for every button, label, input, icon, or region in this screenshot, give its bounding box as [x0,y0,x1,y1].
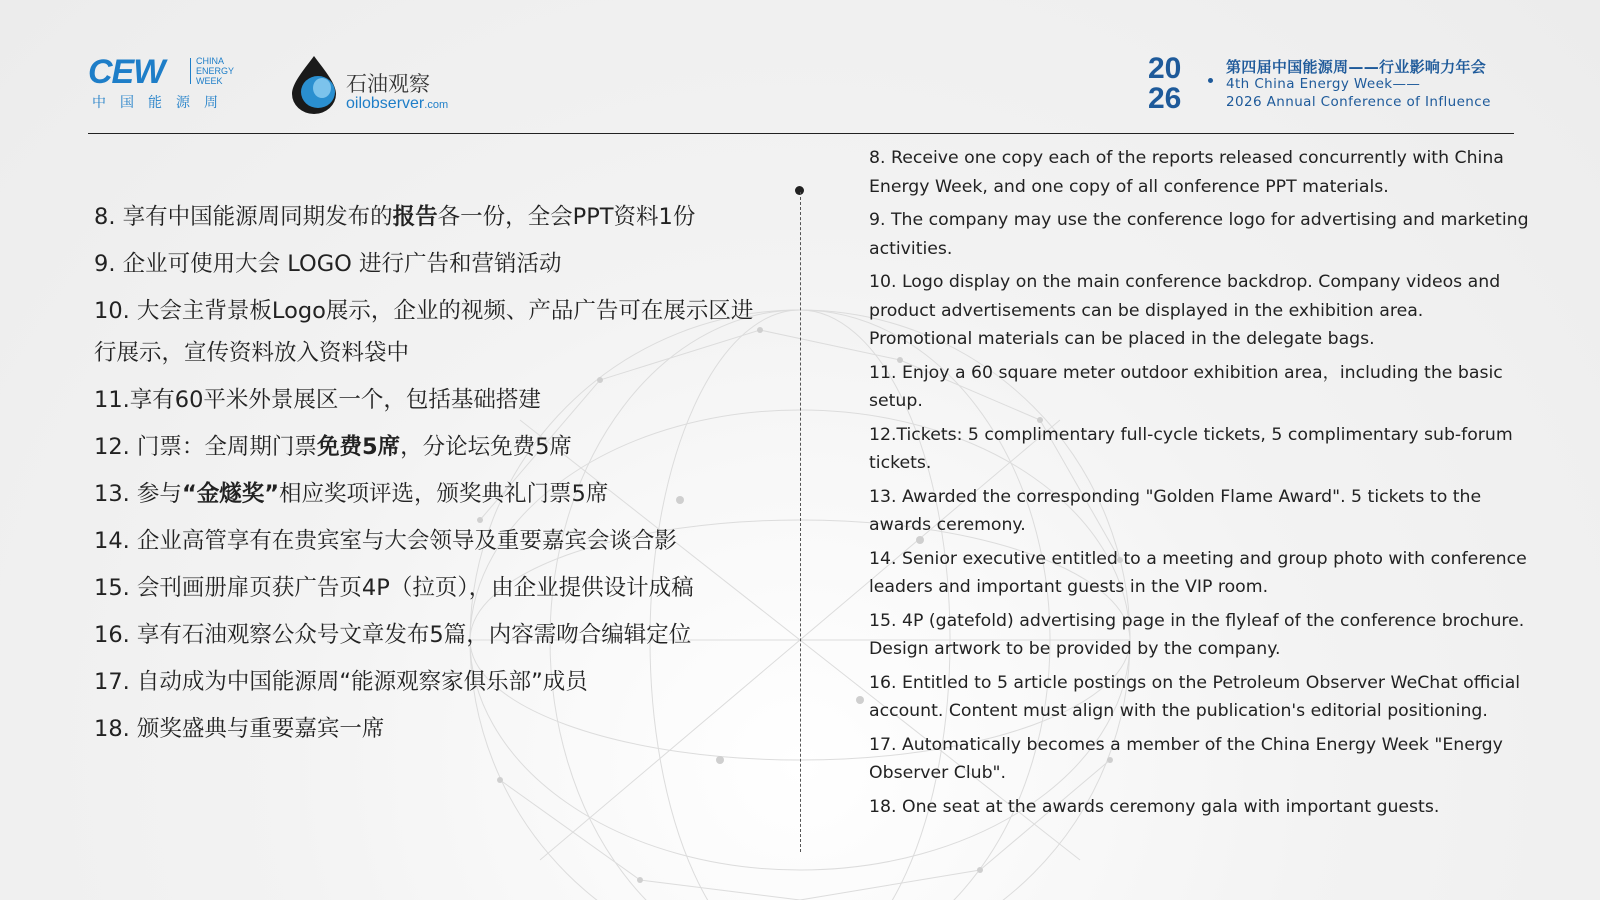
event-chinese-title: 第四届中国能源周——行业影响力年会 [1226,58,1487,76]
cew-wordmark: CEW [88,53,165,91]
en-item-8: 8. Receive one copy each of the reports released concurrently with China Energy Week, and one copy of all conference PPT materials. [869,148,1504,197]
cn-item-11: 11.享有60平米外景展区一个，包括基础搭建 [94,387,541,413]
en-item-12: 12.Tickets: 5 complimentary full-cycle tickets, 5 complimentary sub-forum tickets. [869,424,1513,473]
year-bottom: 26 [1148,82,1182,112]
oil-drop-icon [288,54,340,114]
column-divider [800,192,801,852]
cew-chinese-text: 中国能源周 [92,95,232,111]
cn-item-15: 15. 会刊画册扉页获广告页4P（拉页），由企业提供设计成稿 [94,575,694,601]
en-item-15: 15. 4P (gatefold) advertising page in the flyleaf of the conference brochure. Design artwork to be provided by the company. [869,610,1525,659]
cn-item-10: 10. 大会主背景板Logo展示，企业的视频、产品广告可在展示区进行展示，宣传资料放入资料袋中 [94,298,754,366]
english-benefits-list [869,144,1529,826]
header-rule [88,133,1514,134]
en-item-11: 11. Enjoy a 60 square meter outdoor exhibition area，including the basic setup. [869,362,1503,411]
cew-english-text: CHINA ENERGY WEEK [196,56,235,86]
en-item-16: 16. Entitled to 5 article postings on the Petroleum Observer WeChat official account. Content must align with the publication's editorial positioning. [869,672,1521,721]
event-logo [1148,52,1518,114]
oil-logo-domain: oilobserver.com [346,95,449,112]
cn-item-12: 12. 门票：全周期门票免费5席，分论坛免费5席 [94,434,572,460]
en-item-17: 17. Automatically becomes a member of the China Energy Week "Energy Observer Club". [869,734,1503,783]
cn-item-16: 16. 享有石油观察公众号文章发布5篇，内容需吻合编辑定位 [94,622,692,648]
cn-item-13: 13. 参与“金燧奖”相应奖项评选，颁奖典礼门票5席 [94,481,609,507]
event-dot [1208,78,1213,83]
oil-observer-logo [288,54,488,114]
chinese-benefits-list [94,196,754,755]
cn-item-8: 8. 享有中国能源周同期发布的报告各一份，全会PPT资料1份 [94,204,696,230]
en-item-9: 9. The company may use the conference logo for advertising and marketing activities. [869,210,1529,259]
en-item-14: 14. Senior executive entitled to a meeting and group photo with conference leaders and important guests in the VIP room. [869,548,1527,597]
en-item-10: 10. Logo display on the main conference backdrop. Company videos and product advertisements can be displayed in the exhibition area. Promotional materials can be placed in the delegate bags. [869,272,1501,349]
en-item-13: 13. Awarded the corresponding "Golden Flame Award". 5 tickets to the awards ceremony. [869,486,1482,535]
cn-item-9: 9. 企业可使用大会 LOGO 进行广告和营销活动 [94,251,562,277]
cn-item-14: 14. 企业高管享有在贵宾室与大会领导及重要嘉宾会谈合影 [94,528,677,554]
event-english-line2: 2026 Annual Conference of Influence [1226,94,1491,110]
header [0,0,1600,140]
en-item-18: 18. One seat at the awards ceremony gala with important guests. [869,796,1440,817]
cn-item-17: 17. 自动成为中国能源周“能源观察家俱乐部”成员 [94,669,588,695]
oil-logo-chinese: 石油观察 [346,72,430,96]
cn-item-18: 18. 颁奖盛典与重要嘉宾一席 [94,716,385,742]
year-top: 20 [1148,52,1182,85]
event-english-line1: 4th China Energy Week—— [1226,76,1421,92]
year-mark-icon [1148,52,1206,112]
logo-divider [190,58,191,84]
